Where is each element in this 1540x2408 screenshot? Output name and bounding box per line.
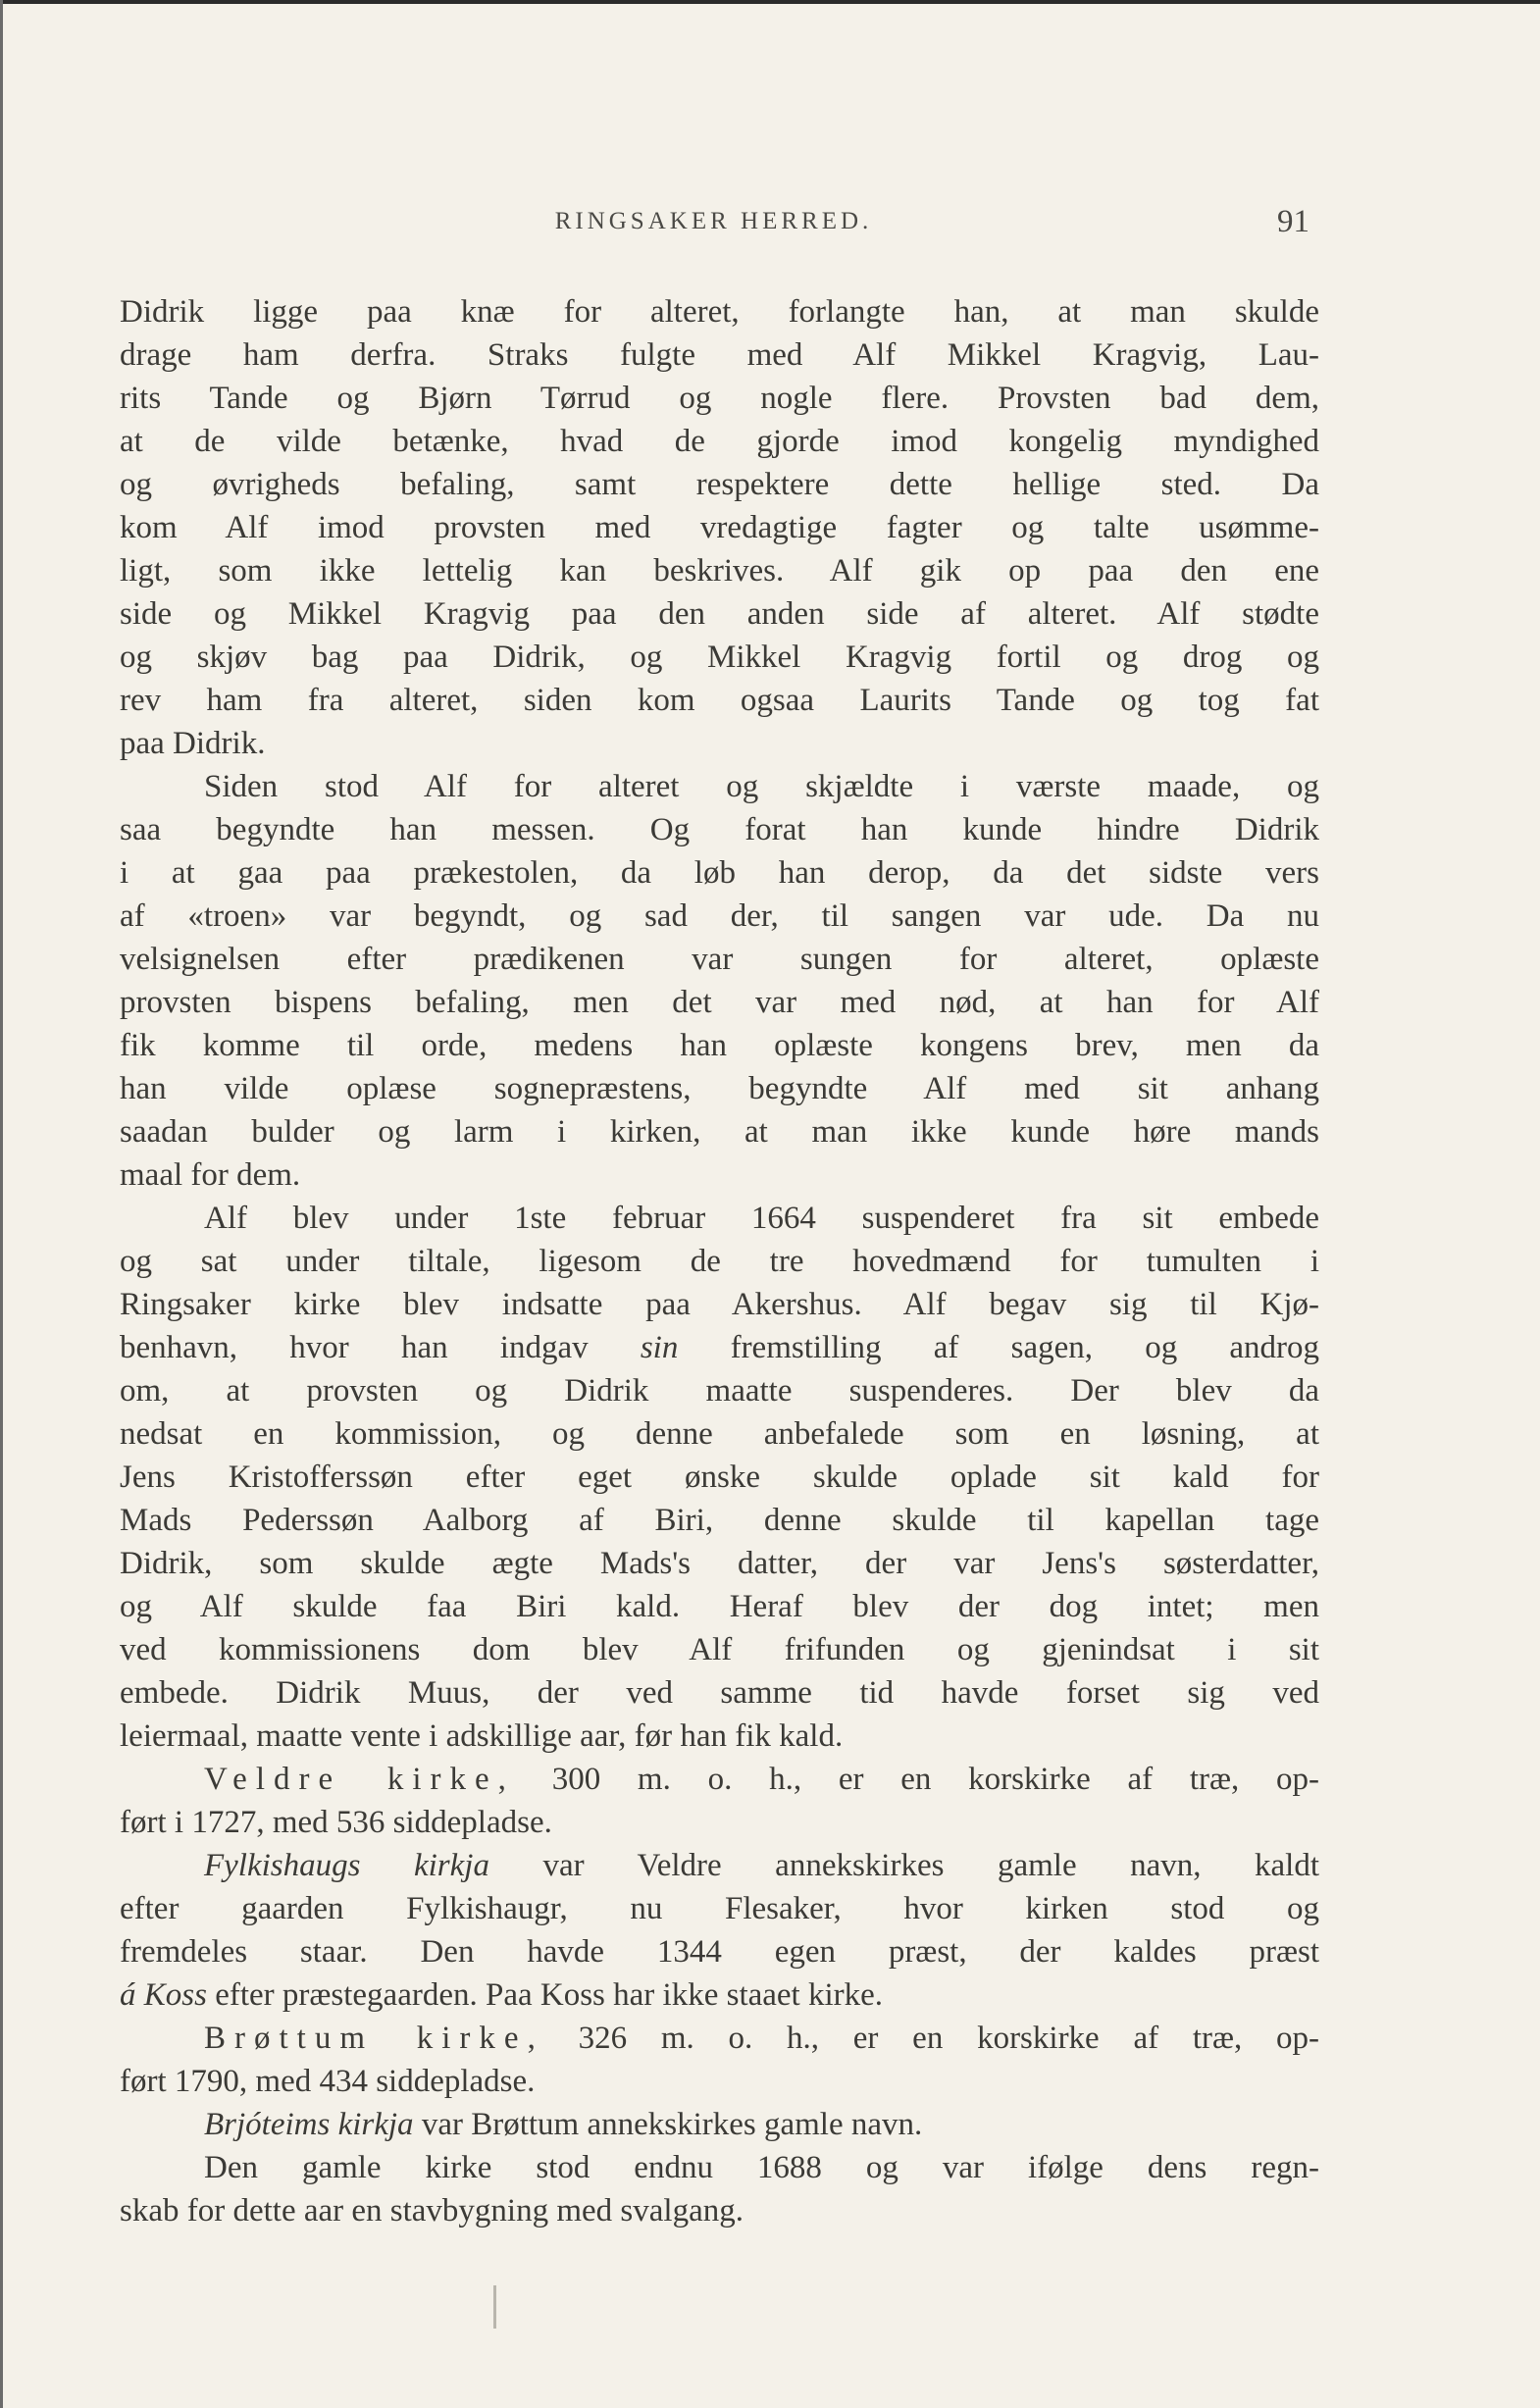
text-line: Den gamle kirke stod endnu 1688 og var ifølge dens regn- (204, 2150, 1319, 2185)
scan-edge-top (0, 0, 1540, 4)
text-line: ligt, som ikke lettelig kan beskrives. Alf gik op paa den ene (120, 553, 1319, 589)
italic-word: sin (640, 1330, 679, 1365)
text-line: skab for dette aar en stavbygning med svalgang. (120, 2193, 744, 2229)
text-line: han vilde oplæse sognepræstens, begyndte Alf med sit anhang (120, 1071, 1319, 1106)
text-run: 326 m. o. h., er en korskirke af træ, op- (578, 2021, 1320, 2056)
text-line: og Alf skulde faa Biri kald. Heraf blev der dog intet; men (120, 1589, 1319, 1624)
text-line: Didrik, som skulde ægte Mads's datter, der var Jens's søsterdatter, (120, 1546, 1319, 1581)
text-line: fremdeles staar. Den havde 1344 egen præst, der kaldes præst (120, 1934, 1319, 1970)
old-name: Fylkishaugs kirkja (204, 1848, 489, 1883)
text-line: rits Tande og Bjørn Tørrud og nogle flere. Provsten bad dem, (120, 381, 1319, 416)
scan-artifact-line (493, 2285, 496, 2329)
text-line: Didrik ligge paa knæ for alteret, forlangte han, at man skulde (120, 294, 1319, 330)
text-line: ført 1790, med 434 siddepladse. (120, 2064, 536, 2099)
text-run: benhavn, hvor han indgav (120, 1330, 589, 1365)
italic-word: á Koss (120, 1977, 207, 2013)
text-line: drage ham derfra. Straks fulgte med Alf Mikkel Kragvig, Lau- (120, 337, 1319, 373)
text-line (120, 1326, 1319, 1369)
text-line: provsten bispens befaling, men det var med nød, at han for Alf (120, 985, 1319, 1020)
scan-edge-left (0, 0, 3, 2408)
church-name: Veldre kirke, (204, 1762, 515, 1797)
text-line: saadan bulder og larm i kirken, at man ikke kunde høre mands (120, 1114, 1319, 1150)
text-line (120, 1973, 1319, 2017)
text-line: fik komme til orde, medens han oplæste kongens brev, men da (120, 1028, 1319, 1063)
text-line: i at gaa paa prækestolen, da løb han derop, da det sidste vers (120, 855, 1319, 891)
text-line: velsignelsen efter prædikenen var sungen for alteret, oplæste (120, 942, 1319, 977)
text-line (120, 2103, 1319, 2146)
body-text (120, 290, 1319, 2232)
text-line: kom Alf imod provsten med vredagtige fagter og talte usømme- (120, 510, 1319, 545)
text-line: saa begyndte han messen. Og forat han kunde hindre Didrik (120, 812, 1319, 847)
text-line: at de vilde betænke, hvad de gjorde imod kongelig myndighed (120, 424, 1319, 459)
old-name: Brjóteims kirkja (204, 2107, 414, 2142)
text-line: om, at provsten og Didrik maatte suspenderes. Der blev da (120, 1373, 1319, 1409)
text-line: Jens Kristofferssøn efter eget ønske skulde oplade sit kald for (120, 1460, 1319, 1495)
text-line: og øvrigheds befaling, samt respektere dette hellige sted. Da (120, 467, 1319, 502)
church-name: Brøttum kirke, (204, 2021, 544, 2056)
text-line: paa Didrik. (120, 726, 266, 761)
text-line (120, 2017, 1319, 2060)
text-run: var Brøttum annekskirkes gamle navn. (421, 2107, 923, 2142)
text-line: af «troen» var begyndt, og sad der, til sangen var ude. Da nu (120, 898, 1319, 934)
text-line: leiermaal, maatte vente i adskillige aar, før han fik kald. (120, 1718, 844, 1754)
text-line: Mads Pederssøn Aalborg af Biri, denne skulde til kapellan tage (120, 1503, 1319, 1538)
text-line: nedsat en kommission, og denne anbefalede som en løsning, at (120, 1416, 1319, 1452)
text-line: rev ham fra alteret, siden kom ogsaa Laurits Tande og tog fat (120, 683, 1319, 718)
text-line: efter gaarden Fylkishaugr, nu Flesaker, hvor kirken stod og (120, 1891, 1319, 1926)
text-line: side og Mikkel Kragvig paa den anden side af alteret. Alf stødte (120, 596, 1319, 632)
text-run: var Veldre annekskirkes gamle navn, kaldt (542, 1848, 1320, 1883)
text-line: ført i 1727, med 536 siddepladse. (120, 1805, 552, 1840)
text-line: embede. Didrik Muus, der ved samme tid havde forset sig ved (120, 1675, 1319, 1711)
text-line: og sat under tiltale, ligesom de tre hovedmænd for tumulten i (120, 1244, 1319, 1279)
text-run: efter præstegaarden. Paa Koss har ikke staaet kirke. (215, 1977, 884, 2013)
text-run: 300 m. o. h., er en korskirke af træ, op- (551, 1762, 1320, 1797)
text-line: ved kommissionens dom blev Alf frifunden og gjenindsat i sit (120, 1632, 1319, 1667)
page-number: 91 (1277, 204, 1309, 239)
text-line (120, 1758, 1319, 1801)
text-line: og skjøv bag paa Didrik, og Mikkel Kragvig fortil og drog og (120, 640, 1319, 675)
text-line: Alf blev under 1ste februar 1664 suspenderet fra sit embede (204, 1201, 1319, 1236)
text-run: fremstilling af sagen, og androg (730, 1330, 1320, 1365)
text-line: maal for dem. (120, 1157, 301, 1193)
text-line: Ringsaker kirke blev indsatte paa Akershus. Alf begav sig til Kjø- (120, 1287, 1319, 1322)
text-line: Siden stod Alf for alteret og skjældte i værste maade, og (204, 769, 1319, 804)
text-line (120, 1844, 1319, 1887)
page-header (118, 204, 1309, 243)
running-head: RINGSAKER HERRED. (554, 208, 873, 234)
